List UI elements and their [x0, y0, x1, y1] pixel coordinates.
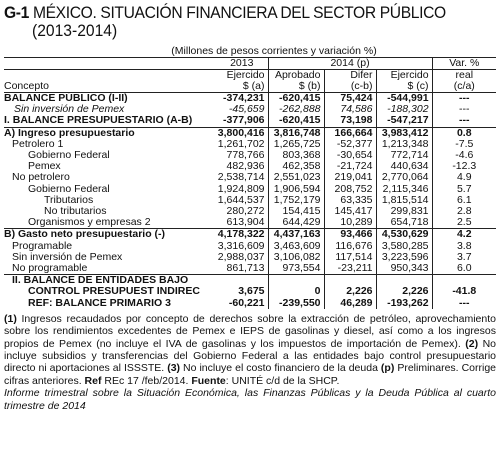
header-col-c: Difer [324, 70, 376, 82]
note-3: No incluye el costo financiero de la deuda [180, 362, 381, 375]
cell-ejercido-2013 [216, 275, 268, 287]
note-3-mark: (3) [167, 362, 181, 375]
header-col-e: real [432, 70, 496, 82]
cell-aprobado-2014: 4,437,163 [268, 229, 324, 241]
row-label: II. BALANCE DE ENTIDADES BAJO [12, 274, 189, 287]
units-note: (Millones de pesos corrientes y variación %) [171, 45, 377, 57]
cell-ejercido-2013: 3,675 [238, 286, 265, 298]
table-row [4, 286, 496, 297]
cell-ejercido-2014: -544,991 [376, 93, 432, 105]
source-publication: Informe trimestral sobre la Situación Económica, las Finanzas Públicas y la Deuda Pública al cuarto trimestre de 2014 [4, 387, 496, 412]
cell-aprobado-2014: 973,554 [268, 263, 324, 275]
cell-difer: 219,041 [324, 172, 376, 183]
cell-var-real: 3.7 [432, 252, 496, 263]
note-2-mark: (2) [465, 337, 479, 350]
cell-aprobado-2014: 3,816,748 [268, 127, 324, 139]
title-code: G-1 [4, 3, 29, 22]
cell-aprobado-2014: 154,415 [268, 206, 324, 217]
note-1: Ingresos recaudados por concepto de derechos sobre la extracción de petróleo, aprovechamiento sobre los rendimientos excedentes de Pemex e IEPS de gasolinas y diesel, así como a los ingresos propios de Pemex (no incluye el IVA de gasolinas y los impuestos de importación de Pemex). [4, 312, 496, 350]
row-label: I. BALANCE PRESUPUESTARIO (A-B) [4, 115, 216, 127]
table-row [4, 172, 496, 183]
header-col-b-2: $ (b) [268, 81, 324, 93]
row-label: Programable [12, 240, 73, 252]
row-label: No programable [4, 263, 216, 275]
cell-aprobado-2014: 462,358 [268, 161, 324, 172]
cell-ejercido-2014: 440,634 [376, 161, 432, 172]
row-label: Tributarios [44, 194, 94, 206]
cell-var-real: 6.0 [432, 263, 496, 275]
title-text: MÉXICO. SITUACIÓN FINANCIERA DEL SECTOR PÚBLICO [32, 3, 446, 22]
header-col-a: Ejercido [216, 70, 268, 82]
cell-difer: 117,514 [324, 252, 376, 263]
header-2014: 2014 (p) [268, 58, 432, 70]
cell-ejercido-2014: 3,983,412 [376, 127, 432, 139]
cell-aprobado-2014: -262,888 [268, 104, 324, 115]
cell-var-real: -41.8 [432, 286, 496, 297]
cell-ejercido-2013: 3,800,416 [217, 127, 265, 139]
cell-var-real: 3.8 [432, 241, 496, 252]
cell-difer [324, 275, 376, 287]
financial-table [4, 57, 496, 309]
cell-ejercido-2013: 1,644,537 [217, 194, 265, 206]
note-ref-mark: Ref [84, 374, 102, 387]
footnotes [4, 313, 496, 412]
cell-difer: -23,211 [324, 263, 376, 275]
table-row [4, 104, 496, 115]
row-label: Sin inversión de Pemex [14, 104, 125, 116]
cell-difer: 63,335 [324, 195, 376, 206]
table-row [4, 195, 496, 206]
header-var: Var. % [432, 58, 496, 70]
cell-difer: 10,289 [324, 217, 376, 229]
cell-ejercido-2014: 772,714 [376, 150, 432, 161]
header-col-b: Aprobado [268, 70, 324, 82]
cell-ejercido-2013: 778,766 [226, 150, 265, 162]
cell-var-real: 2.8 [432, 206, 496, 217]
cell-ejercido-2013: -374,231 [223, 92, 265, 104]
page-title [4, 4, 457, 22]
table-row [4, 161, 496, 172]
cell-difer: 2,226 [324, 286, 376, 297]
cell-difer: 46,289 [324, 298, 376, 309]
cell-aprobado-2014: -239,550 [268, 298, 324, 309]
header-row-1 [4, 70, 496, 82]
note-ref: REc 17 /feb/2014. [101, 374, 192, 387]
table-row [4, 229, 496, 241]
cell-ejercido-2013: 3,316,609 [217, 240, 265, 252]
cell-ejercido-2014: 2,115,346 [376, 184, 432, 195]
cell-ejercido-2014: 950,343 [376, 263, 432, 275]
cell-var-real: 2.5 [432, 217, 496, 229]
note-2: No incluye subsidios y transferencias del Gobierno Federal a las entidades bajo control presupuestario directo ni aportaciones al ISSSTE. [4, 337, 496, 375]
table-row [4, 150, 496, 161]
cell-aprobado-2014: 0 [268, 286, 324, 297]
cell-aprobado-2014 [268, 275, 324, 287]
table-row [4, 139, 496, 150]
row-label: Gobierno Federal [28, 183, 110, 195]
cell-ejercido-2014: 2,770,064 [376, 172, 432, 183]
note-p: Preliminares. Corrige cifras anteriores. [4, 362, 496, 387]
cell-difer: 74,586 [324, 104, 376, 115]
cell-ejercido-2013: 482,936 [226, 161, 265, 173]
cell-var-real: 6.1 [432, 195, 496, 206]
table-row [4, 263, 496, 275]
row-label: Pemex [28, 161, 61, 173]
table-row [4, 93, 496, 105]
header-2013: 2013 [216, 58, 268, 70]
header-concepto: Concepto [4, 81, 216, 93]
cell-difer: 93,466 [324, 229, 376, 241]
cell-ejercido-2014: 3,580,285 [376, 241, 432, 252]
cell-var-real: 5.7 [432, 184, 496, 195]
table-row [4, 184, 496, 195]
cell-aprobado-2014: 1,906,594 [268, 184, 324, 195]
cell-ejercido-2013: -377,906 [216, 115, 268, 127]
cell-aprobado-2014: 3,106,082 [268, 252, 324, 263]
cell-difer: -30,654 [324, 150, 376, 161]
cell-aprobado-2014: 1,752,179 [268, 195, 324, 206]
cell-ejercido-2014: 2,226 [376, 286, 432, 297]
row-label: No petrolero [12, 172, 70, 184]
note-1-mark: (1) [4, 312, 17, 325]
cell-ejercido-2013: -45,659 [228, 104, 265, 116]
cell-var-real: -7.5 [432, 139, 496, 150]
cell-var-real: 4.9 [432, 172, 496, 183]
cell-difer: 145,417 [324, 206, 376, 217]
cell-aprobado-2014: -620,415 [268, 115, 324, 127]
cell-ejercido-2014: 1,815,514 [376, 195, 432, 206]
cell-difer: 208,752 [324, 184, 376, 195]
table-row [4, 127, 496, 139]
cell-ejercido-2013: 613,904 [216, 217, 268, 229]
table-row [4, 115, 496, 127]
table-row [4, 252, 496, 263]
cell-ejercido-2013: 2,538,714 [217, 172, 265, 184]
cell-difer: 116,676 [324, 241, 376, 252]
table-row [4, 206, 496, 217]
header-col-a-2: $ (a) [216, 81, 268, 93]
row-label: BALANCE PÚBLICO (I-II) [4, 92, 128, 104]
cell-ejercido-2014: -188,302 [376, 104, 432, 115]
row-label: CONTROL PRESUPUEST INDIREC [28, 286, 200, 298]
cell-var-real: --- [432, 298, 496, 309]
cell-ejercido-2014: 299,831 [376, 206, 432, 217]
note-fuente: : UNITÉ c/d de la SHCP. [225, 374, 340, 387]
cell-difer: 166,664 [324, 127, 376, 139]
cell-ejercido-2013: 280,272 [226, 206, 265, 218]
cell-ejercido-2013: 1,924,809 [217, 183, 265, 195]
cell-ejercido-2013: 1,261,702 [217, 138, 265, 150]
cell-difer: 75,424 [324, 93, 376, 105]
cell-ejercido-2013: 4,178,322 [217, 228, 265, 241]
cell-ejercido-2014: -547,217 [376, 115, 432, 127]
cell-ejercido-2014: 3,223,596 [376, 252, 432, 263]
note-p-mark: (p) [380, 362, 395, 375]
cell-ejercido-2014: 4,530,629 [376, 229, 432, 241]
cell-var-real: --- [432, 115, 496, 127]
table-row [4, 217, 496, 229]
cell-aprobado-2014: 3,463,609 [268, 241, 324, 252]
cell-aprobado-2014: 644,429 [268, 217, 324, 229]
header-row-2 [4, 81, 496, 93]
row-label: Petrolero 1 [12, 138, 64, 150]
cell-aprobado-2014: 803,368 [268, 150, 324, 161]
header-col-d: Ejercido [376, 70, 432, 82]
cell-var-real: -12.3 [432, 161, 496, 172]
cell-aprobado-2014: -620,415 [268, 93, 324, 105]
title-years: (2013-2014) [32, 21, 118, 40]
row-label: Gobierno Federal [28, 150, 110, 162]
cell-var-real: 0.8 [432, 127, 496, 139]
row-label: No tributarios [44, 206, 107, 218]
row-label: B) Gasto neto presupuestario (-) [4, 228, 166, 241]
cell-ejercido-2014 [376, 275, 432, 287]
cell-var-real: --- [432, 93, 496, 105]
cell-difer: 73,198 [324, 115, 376, 127]
cell-ejercido-2014: -193,262 [376, 298, 432, 309]
cell-var-real [432, 275, 496, 287]
cell-aprobado-2014: 2,551,023 [268, 172, 324, 183]
cell-var-real: -4.6 [432, 150, 496, 161]
cell-difer: -52,377 [324, 139, 376, 150]
cell-ejercido-2013: 2,988,037 [217, 251, 265, 263]
table-row [4, 241, 496, 252]
row-label: REF: BALANCE PRIMARIO 3 [28, 297, 171, 309]
header-col-c-2: (c-b) [324, 81, 376, 93]
table-row [4, 275, 496, 287]
cell-ejercido-2013: -60,221 [228, 297, 265, 309]
cell-var-real: --- [432, 104, 496, 115]
cell-ejercido-2014: 1,213,348 [376, 139, 432, 150]
table-row [4, 298, 496, 309]
note-fuente-mark: Fuente [191, 374, 226, 387]
row-label: A) Ingreso presupuestario [4, 127, 135, 139]
cell-aprobado-2014: 1,265,725 [268, 139, 324, 150]
cell-ejercido-2013: 861,713 [216, 263, 268, 275]
header-col-e-2: (c/a) [432, 81, 496, 93]
row-label: Sin inversión de Pemex [12, 251, 123, 263]
cell-var-real: 4.2 [432, 229, 496, 241]
cell-difer: -21,724 [324, 161, 376, 172]
header-row-years [4, 58, 496, 70]
header-col-d-2: $ (c) [376, 81, 432, 93]
cell-ejercido-2014: 654,718 [376, 217, 432, 229]
row-label: Organismos y empresas 2 [4, 217, 216, 229]
